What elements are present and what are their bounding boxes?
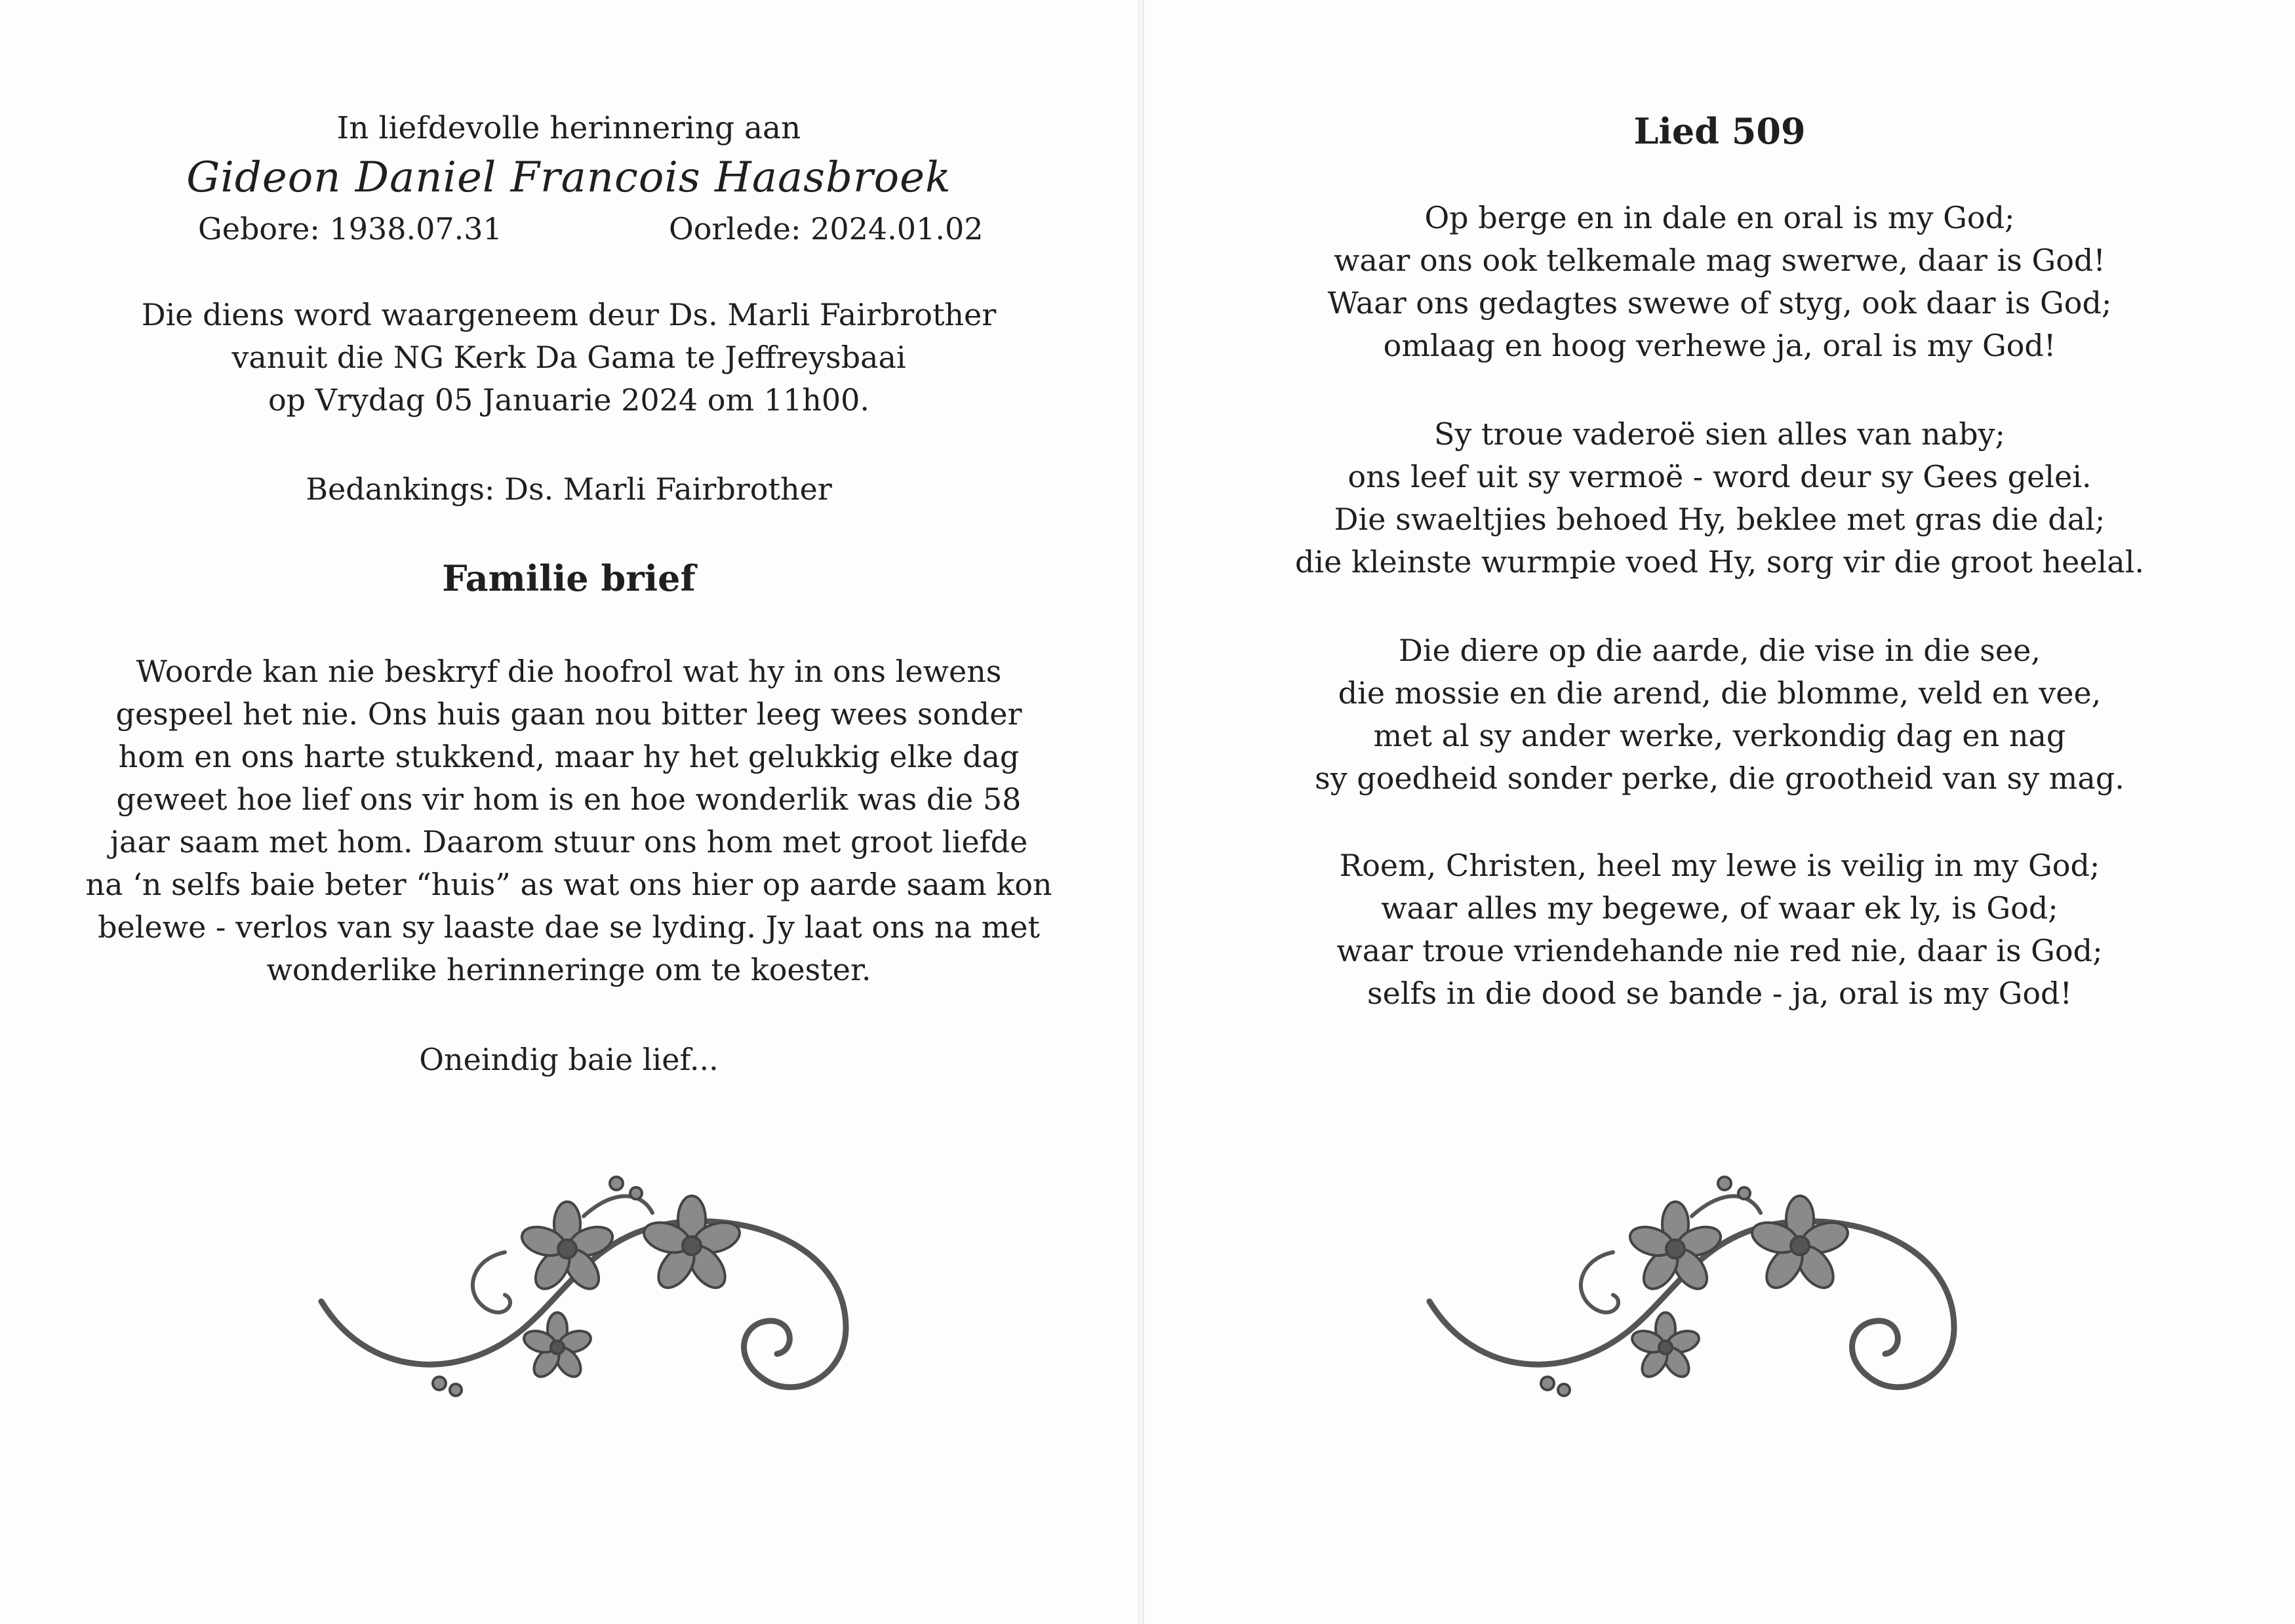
hymn-line: waar ons ook telkemale mag swerwe, daar is God! — [1334, 243, 2105, 278]
letter-line: Woorde kan nie beskryf die hoofrol wat hy in ons lewens — [136, 654, 1002, 689]
hymn-stanza — [1144, 844, 2295, 1015]
hymn-line: waar alles my begewe, of waar ek ly, is God; — [1381, 890, 2058, 926]
letter-line: jaar saam met hom. Daarom stuur ons hom met groot liefde — [110, 824, 1028, 860]
birth-date: Gebore: 1938.07.31 — [198, 211, 502, 247]
death-date: Oorlede: 2024.01.02 — [669, 211, 984, 247]
left-page — [0, 0, 1138, 1624]
floral-flourish-icon — [308, 1160, 872, 1410]
hymn-stanza — [1144, 629, 2295, 800]
hymn-line: sy goedheid sonder perke, die grootheid van sy mag. — [1315, 761, 2125, 796]
floral-flourish-icon — [1416, 1160, 1980, 1410]
letter-line: belewe - verlos van sy laaste dae se lyding. Jy laat ons na met — [98, 909, 1040, 945]
hymn-line: met al sy ander werke, verkondig dag en nag — [1373, 718, 2066, 753]
letter-line: na ‘n selfs baie beter “huis” as wat ons hier op aarde saam kon — [85, 867, 1052, 902]
hymn-line: die kleinste wurmpie voed Hy, sorg vir die groot heelal. — [1294, 544, 2145, 580]
service-line: vanuit die NG Kerk Da Gama te Jeffreysbaai — [231, 340, 906, 375]
letter-line: hom en ons harte stukkend, maar hy het gelukkig elke dag — [118, 739, 1020, 774]
service-line: Die diens word waargeneem deur Ds. Marli Fairbrother — [141, 297, 997, 332]
intro-text: In liefdevolle herinnering aan — [336, 110, 801, 146]
hymn-stanza — [1144, 197, 2295, 367]
letter-heading: Familie brief — [442, 557, 696, 599]
right-page — [1144, 0, 2295, 1624]
hymn-line: ons leef uit sy vermoë - word deur sy Gees gelei. — [1347, 459, 2092, 494]
hymn-line: Op berge en in dale en oral is my God; — [1424, 200, 2015, 235]
deceased-name: Gideon Daniel Francois Haasbroek — [186, 153, 951, 202]
hymn-line: die mossie en die arend, die blomme, veld en vee, — [1338, 675, 2102, 711]
hymn-line: Die diere op die aarde, die vise in die see, — [1399, 633, 2041, 668]
hymn-stanza — [1144, 413, 2295, 584]
service-details — [0, 294, 1138, 422]
service-line: op Vrydag 05 Januarie 2024 om 11h00. — [268, 382, 870, 418]
hymn-line: waar troue vriendehande nie red nie, daar is God; — [1336, 933, 2103, 968]
hymn-line: selfs in die dood se bande - ja, oral is my God! — [1367, 976, 2072, 1011]
hymn-heading: Lied 509 — [1633, 110, 1806, 152]
closing-line: Oneindig baie lief... — [419, 1042, 719, 1077]
hymn-line: Sy troue vaderoë sien alles van naby; — [1433, 416, 2006, 452]
letter-line: wonderlike herinneringe om te koester. — [266, 952, 871, 987]
hymn-line: omlaag en hoog verhewe ja, oral is my God! — [1383, 328, 2056, 363]
letter-line: geweet hoe lief ons vir hom is en hoe wonderlik was die 58 — [116, 782, 1022, 817]
hymn-line: Waar ons gedagtes swewe of styg, ook daar is God; — [1327, 285, 2112, 321]
thanks-line: Bedankings: Ds. Marli Fairbrother — [306, 471, 832, 507]
family-letter — [0, 650, 1138, 991]
fold-line — [1138, 0, 1144, 1624]
letter-line: gespeel het nie. Ons huis gaan nou bitter leeg wees sonder — [115, 696, 1022, 732]
hymn-line: Roem, Christen, heel my lewe is veilig in my God; — [1339, 848, 2100, 883]
hymn-line: Die swaeltjies behoed Hy, beklee met gras die dal; — [1334, 502, 2105, 537]
